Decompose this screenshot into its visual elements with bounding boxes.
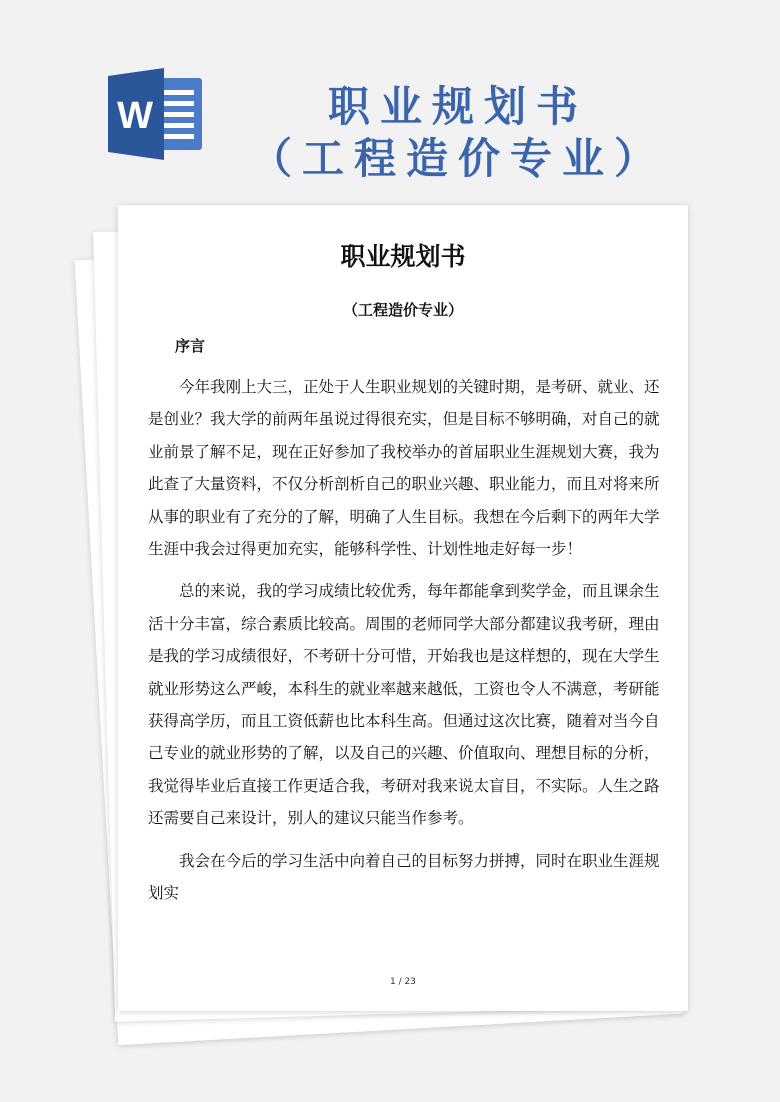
logo-letter: W xyxy=(117,95,153,137)
document-title: 职业规划书 xyxy=(340,242,466,271)
paragraph: 我会在今后的学习生活中向着自己的目标努力拼搏，同时在职业生涯规划实 xyxy=(148,851,660,903)
paragraph: 总的来说，我的学习成绩比较优秀，每年都能拿到奖学金，而且课余生活十分丰富，综合素质比较高。周围的老师同学大部分都建议我考研，理由是我的学习成绩很好，不考研十分可惜，开始我也是这样想的，现在大学生就业形势这么严峻，本科生的就业率越来越低，工资也令人不满意，考研能获得高学历，而且工资低薪也比本科生高。但通过这次比赛，随着对当今自己专业的就业形势的了解，以及自己的兴趣、价值取向、理想目标的分析，我觉得毕业后直接工作更适合我，考研对我来说太盲目，不实际。人生之路还需要自己来设计，别人的建议只能当作参考。 xyxy=(148,582,660,828)
page-number: 1 / 23 xyxy=(390,977,416,987)
section-heading-preface: 序言 xyxy=(175,337,206,355)
word-document-icon xyxy=(108,68,204,160)
banner-subtitle: （工程造价专业） xyxy=(249,134,666,183)
document-subtitle: （工程造价专业） xyxy=(342,301,463,319)
document-body xyxy=(148,371,660,910)
paragraph: 今年我刚上大三，正处于人生职业规划的关键时期，是考研、就业、还是创业？我大学的前两年虽说过得很充实，但是目标不够明确，对自己的就业前景了解不足，现在正好参加了我校举办的首届职业生涯规划大赛，我为此查了大量资料，不仅分析剖析自己的职业兴趣、职业能力，而且对将来所从事的职业有了充分的了解，明确了人生目标。我想在今后剩下的两年大学生涯中我会过得更加充实，能够科学性、计划性地走好每一步！ xyxy=(148,378,660,559)
document-page xyxy=(118,205,688,1011)
banner-title: 职业规划书 xyxy=(327,82,588,131)
